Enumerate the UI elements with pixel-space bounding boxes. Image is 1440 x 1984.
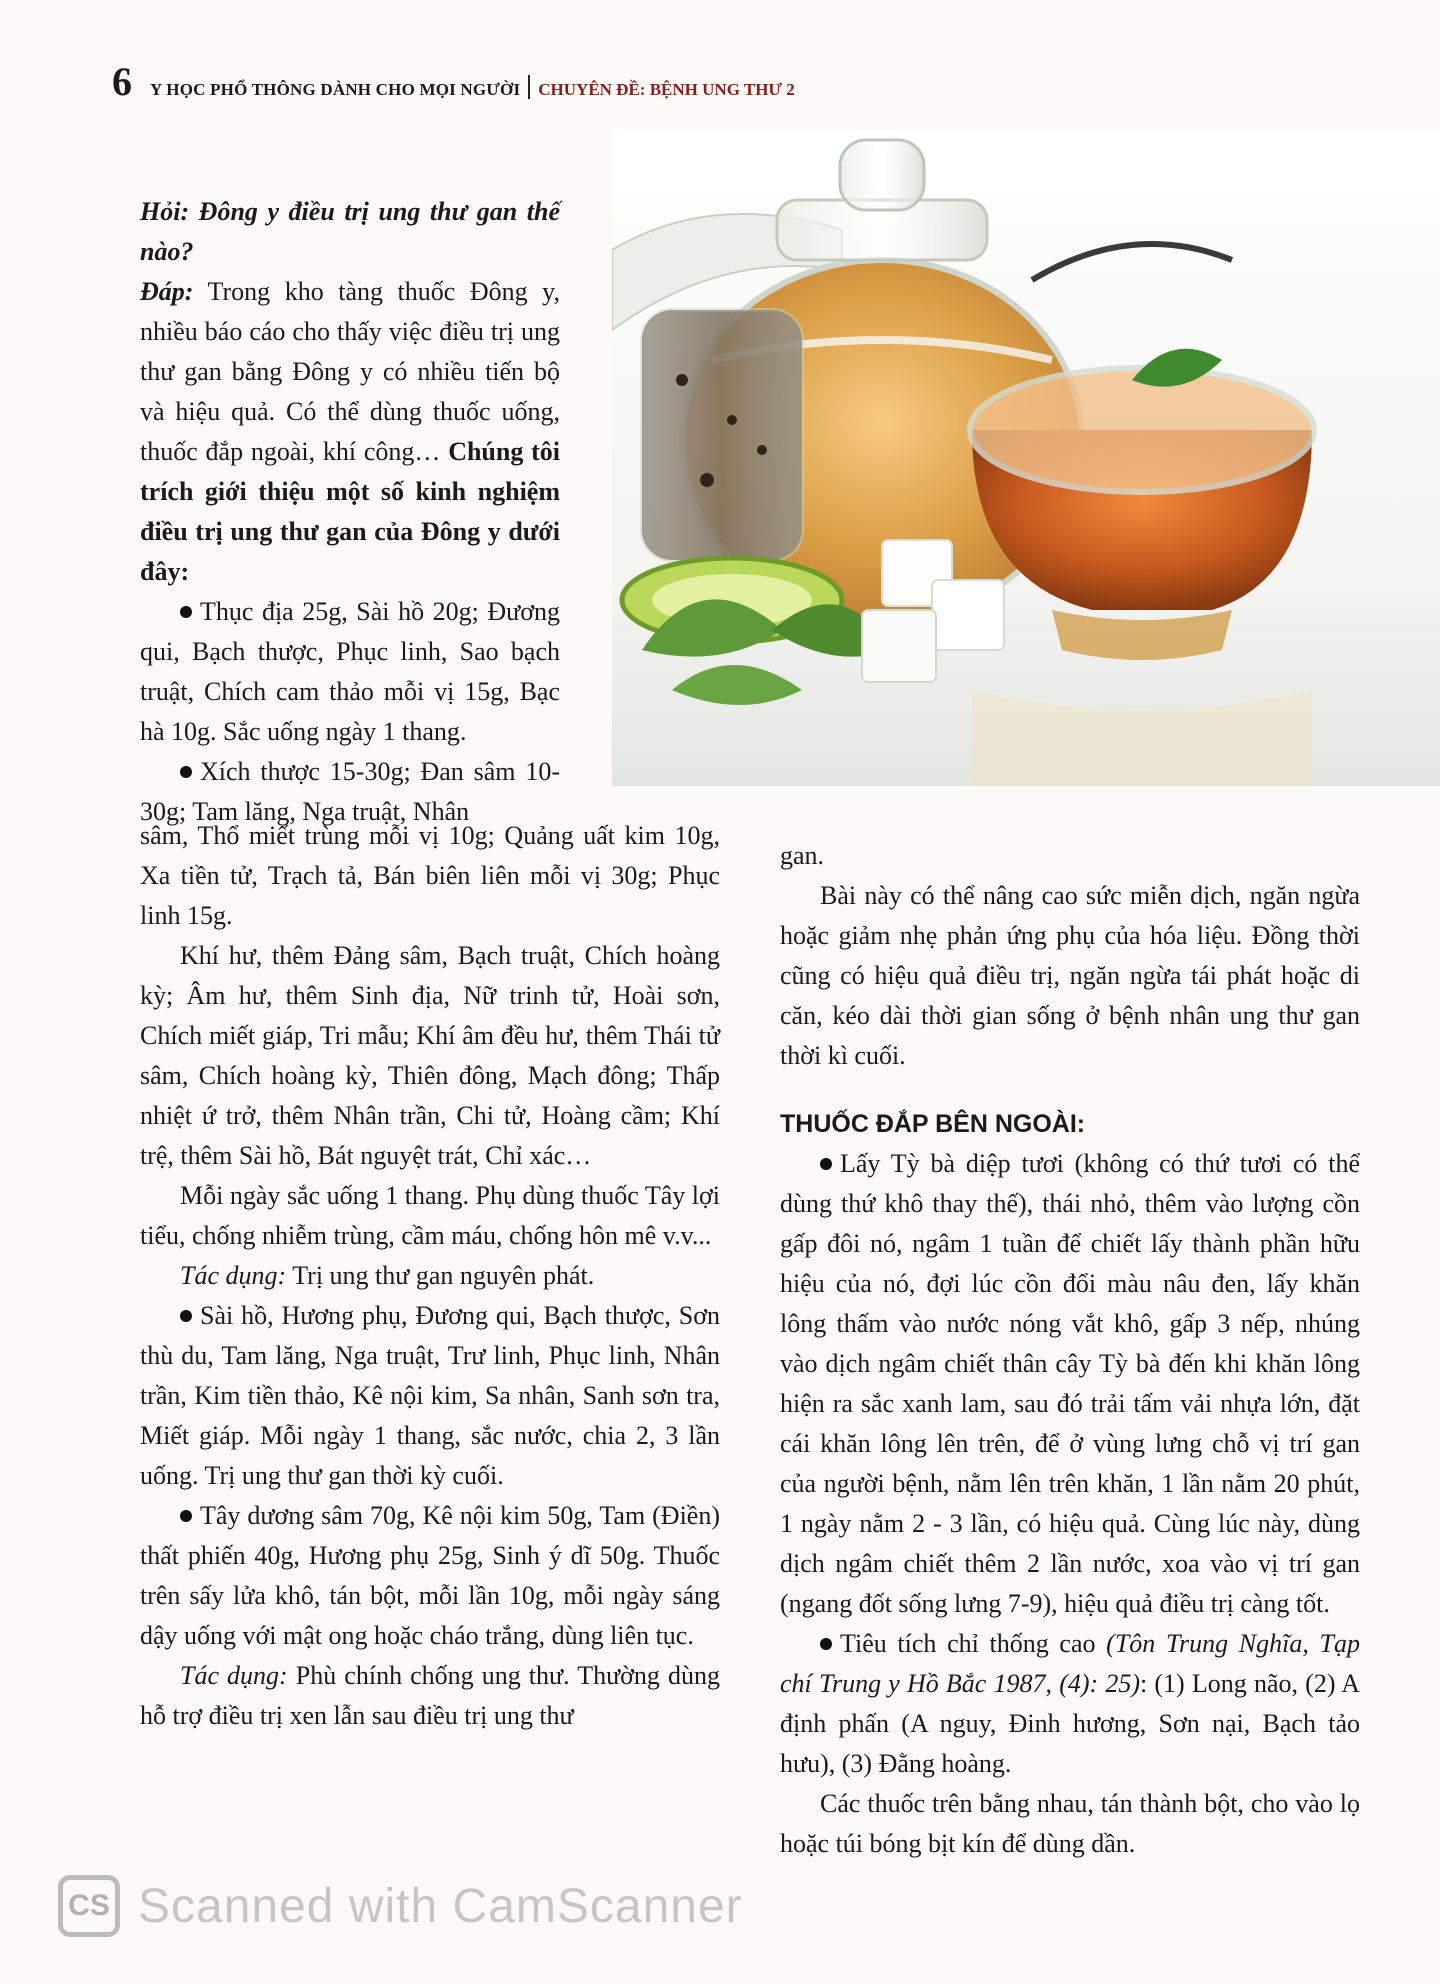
continuation-text: gan. (780, 841, 825, 870)
header-divider (528, 75, 530, 99)
prescription-3-text: Sài hồ, Hương phụ, Đương qui, Bạch thược, Sơn thù du, Tam lăng, Nga truật, Trư linh, Phục linh, Nhân trần, Kim tiền thảo, Kê nội kim, Sa nhân, Sanh sơn tra, Miết giáp. Mỗi ngày 1 thang, sắc nước, chia 2, 3 lần uống. Trị ung thư gan thời kỳ cuối. (140, 1301, 720, 1490)
prescription-1-text: Thục địa 25g, Sài hồ 20g; Đương qui, Bạch thược, Phục linh, Sao bạch truật, Chích cam thảo mỗi vị 15g, Bạc hà 10g. Sắc uống ngày 1 thang. (140, 597, 560, 746)
watermark-text: Scanned with CamScanner (138, 1879, 743, 1933)
external-remedy-2 (780, 1624, 1360, 1784)
prescription-4-text: Tây dương sâm 70g, Kê nội kim 50g, Tam (Điền) thất phiến 40g, Hương phụ 25g, Sinh ý dĩ 50g. Thuốc trên sấy lửa khô, tán bột, mỗi lần 10g, mỗi ngày sáng dậy uống với mật ong hoặc cháo trắng, dùng liên tục. (140, 1501, 720, 1650)
tea-illustration (612, 130, 1440, 786)
answer-intro-bold: Chúng tôi trích giới thiệu một số kinh nghiệm điều trị ung thư gan của Đông y dưới đây: (140, 437, 560, 586)
page-number: 6 (112, 59, 132, 104)
prescription-4 (140, 1496, 720, 1656)
external-remedy-1-text: Lấy Tỳ bà diệp tươi (không có thứ tươi có thể dùng thứ khô thay thế), thái nhỏ, thêm vào lượng cồn gấp đôi nó, ngâm 1 tuần để chiết lấy thành phần hữu hiệu của nó, đợi lúc cồn đổi màu nâu đen, lấy khăn lông thấm vào nước nóng vắt khô, gấp 3 nếp, nhúng vào dịch ngâm chiết thân cây Tỳ bà đến khi khăn lông hiện ra sắc xanh lam, sau đó trải tấm vải nhựa lớn, đặt cái khăn lông lên trên, để ở vùng lưng chỗ vị trí gan của người bệnh, nằm lên trên khăn, 1 lần nằm 20 phút, 1 ngày nằm 2 - 3 lần, có hiệu quả. Cùng lúc này, dùng dịch ngâm chiết thêm 2 lần nước, xoa vào vị trí gan (ngang đốt sống lưng 7-9), hiệu quả điều trị càng tốt. (780, 1149, 1360, 1618)
modifications-paragraph: Khí hư, thêm Đảng sâm, Bạch truật, Chích hoàng kỳ; Âm hư, thêm Sinh địa, Nữ trinh tử, Hoài sơn, Chích miết giáp, Tri mẫu; Khí âm đều hư, thêm Thái tử sâm, Chích hoàng kỳ, Thiên đông, Mạch đông; Thấp nhiệt ứ trở, thêm Nhân trần, Chi tử, Hoàng cầm; Khí trệ, thêm Sài hồ, Bát nguyệt trát, Chỉ xác… (140, 941, 720, 1170)
effect-2-label: Tác dụng: (180, 1661, 288, 1690)
external-remedy-2-citation: (Tôn Trung Nghĩa, Tạp chí Trung y Hồ Bắc 1987, (4): 25) (780, 1629, 1360, 1698)
question: Hỏi: Đông y điều trị ung thư gan thế nào? (140, 197, 560, 266)
bullet-icon (180, 1510, 192, 1522)
effect-1-text: Trị ung thư gan nguyên phát. (286, 1261, 595, 1290)
prescription-1 (140, 592, 560, 752)
left-column-top (140, 192, 560, 832)
bullet-icon (820, 1638, 832, 1650)
bullet-icon (180, 766, 192, 778)
benefit-paragraph: Bài này có thể nâng cao sức miễn dịch, ngăn ngừa hoặc giảm nhẹ phản ứng phụ của hóa liệu. Đồng thời cũng có hiệu quả điều trị, ngăn ngừa tái phát hoặc di căn, kéo dài thời gian sống ở bệnh nhân ung thư gan thời kì cuối. (780, 881, 1360, 1070)
effect-1 (140, 1256, 720, 1296)
external-remedy-2-text: : (1) Long não, (2) A định phấn (A nguy, Đinh hương, Sơn nại, Bạch tảo hưu), (3) Đằng hoàng. (780, 1669, 1360, 1778)
prescription-2-text-top: Xích thược 15-30g; Đan sâm 10-30g; Tam lăng, Nga truật, Nhân (140, 757, 560, 826)
tea-photo (612, 130, 1440, 786)
prescription-3 (140, 1296, 720, 1496)
effect-2 (140, 1656, 720, 1736)
daily-dosage-paragraph: Mỗi ngày sắc uống 1 thang. Phụ dùng thuốc Tây lợi tiểu, chống nhiễm trùng, cầm máu, chống hôn mê v.v... (140, 1181, 720, 1250)
bullet-icon (180, 606, 192, 618)
bullet-icon (820, 1158, 832, 1170)
external-remedy-1 (780, 1144, 1360, 1624)
effect-1-label: Tác dụng: (180, 1261, 287, 1290)
right-column (780, 836, 1360, 1864)
section-title: THUỐC ĐẮP BÊN NGOÀI: (780, 1110, 1086, 1138)
page-header (112, 58, 795, 102)
answer-paragraph (140, 272, 560, 592)
answer-text: Trong kho tàng thuốc Đông y, nhiều báo cáo cho thấy việc điều trị ung thư gan bằng Đông y có nhiều tiến bộ và hiệu quả. Có thể dùng thuốc uống, thuốc đắp ngoài, khí công… (140, 277, 560, 466)
final-paragraph: Các thuốc trên bằng nhau, tán thành bột, cho vào lọ hoặc túi bóng bịt kín để dùng dần. (780, 1789, 1360, 1858)
left-column-bottom (140, 816, 720, 1736)
bullet-icon (180, 1310, 192, 1322)
effect-2-text: Phù chính chống ung thư. Thường dùng hỗ trợ điều trị xen lẫn sau điều trị ung thư (140, 1661, 720, 1730)
answer-label: Đáp: (140, 277, 194, 306)
external-remedy-2-name: Tiêu tích chỉ thống cao (840, 1629, 1107, 1658)
prescription-2-rest: sâm, Thổ miết trùng mỗi vị 10g; Quảng uất kim 10g, Xa tiền tử, Trạch tả, Bán biên liên mỗi vị 30g; Phục linh 15g. (140, 821, 720, 930)
topic-title: CHUYÊN ĐỀ: BỆNH UNG THƯ 2 (538, 80, 795, 99)
book-title: Y HỌC PHỔ THÔNG DÀNH CHO MỌI NGƯỜI (150, 80, 521, 99)
camscanner-watermark (58, 1870, 743, 1942)
camscanner-logo-icon: CS (58, 1875, 120, 1937)
